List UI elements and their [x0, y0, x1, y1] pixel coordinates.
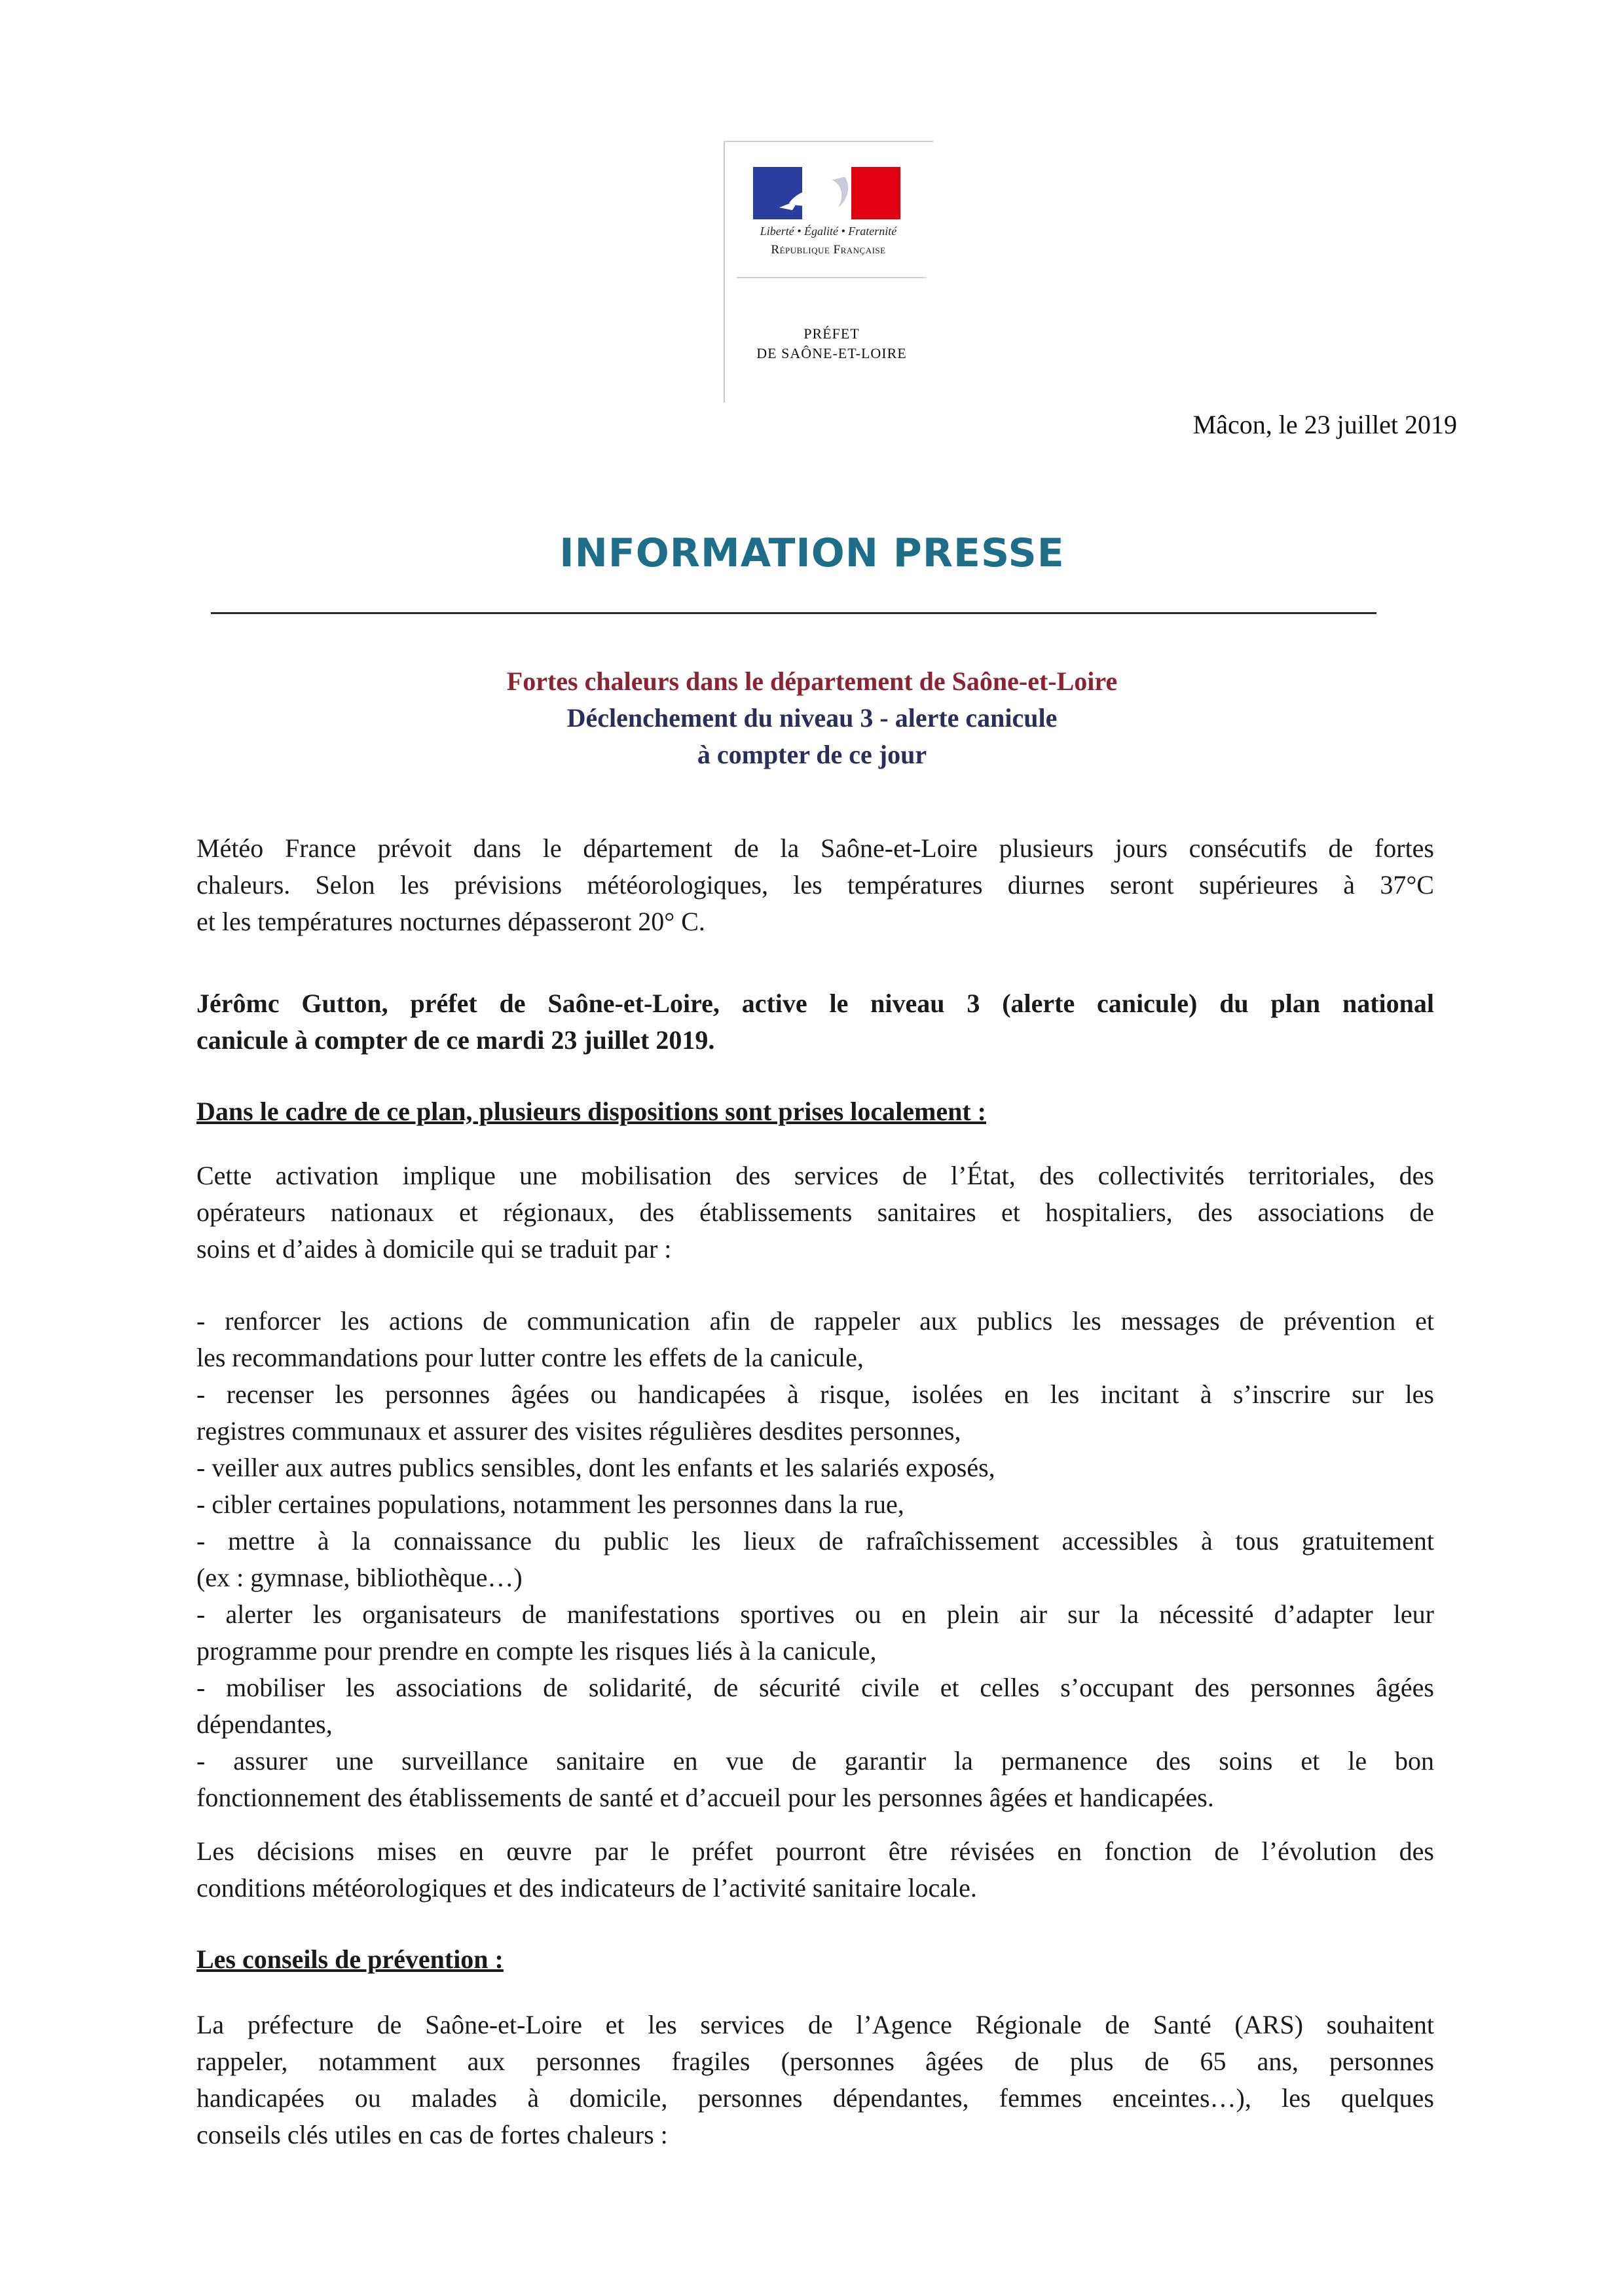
list-item: - assurer une surveillance sanitaire en vue de garantir la permanence des soins et le bon [196, 1746, 1434, 1776]
paragraph-line: Cette activation implique une mobilisation des services de l’État, des collectivités territoriales, des [196, 1161, 1434, 1190]
list-item: registres communaux et assurer des visites régulières desdites personnes, [196, 1416, 961, 1446]
prefecture-logo-block [724, 141, 936, 403]
prefet-label: PRÉFET [803, 325, 860, 342]
paragraph-line: Les décisions mises en œuvre par le préfet pourront être révisées en fonction de l’évolution des [196, 1836, 1434, 1866]
subtitle-line-1: Fortes chaleurs dans le département de Saône-et-Loire [506, 666, 1118, 696]
paragraph-line: et les températures nocturnes dépasseront 20° C. [196, 907, 705, 936]
paragraph-line: opérateurs nationaux et régionaux, des établissements sanitaires et hospitaliers, des associations de [196, 1197, 1434, 1227]
paragraph-line: La préfecture de Saône-et-Loire et les services de l’Agence Régionale de Santé (ARS) souhaitent [196, 2010, 1434, 2039]
paragraph-line: Jérômc Gutton, préfet de Saône-et-Loire, active le niveau 3 (alerte canicule) du plan national [196, 989, 1434, 1018]
list-item: - cibler certaines populations, notamment les personnes dans la rue, [196, 1489, 904, 1519]
list-item: - mobiliser les associations de solidarité, de sécurité civile et celles s’occupant des personnes âgées [196, 1673, 1434, 1702]
paragraph-line: Météo France prévoit dans le département de la Saône-et-Loire plusieurs jours consécutifs de fortes [196, 833, 1434, 863]
page-title: INFORMATION PRESSE [559, 530, 1065, 576]
measures-list [196, 1303, 1434, 1816]
list-item: (ex : gymnase, bibliothèque…) [196, 1563, 523, 1592]
paragraph-line: conditions météorologiques et des indicateurs de l’activité sanitaire locale. [196, 1873, 977, 1903]
section-heading-text: Les conseils de prévention : [196, 1944, 504, 1974]
announcement-paragraph [196, 985, 1434, 1059]
paragraph-line: chaleurs. Selon les prévisions météorologiques, les températures diurnes seront supérieures à 37°C [196, 870, 1434, 900]
prefet-department-label: DE SAÔNE-ET-LOIRE [756, 345, 907, 361]
subtitle-line-2: Déclenchement du niveau 3 - alerte canicule [566, 703, 1058, 733]
subtitle-line-3: à compter de ce jour [697, 740, 927, 769]
list-item: - renforcer les actions de communication afin de rappeler aux publics les messages de prévention et [196, 1306, 1434, 1336]
list-item: programme pour prendre en compte les risques liés à la canicule, [196, 1636, 877, 1666]
title-underline [211, 612, 1376, 614]
intro-paragraph [196, 830, 1434, 940]
list-item: - mettre à la connaissance du public les lieux de rafraîchissement accessibles à tous gratuitement [196, 1526, 1434, 1556]
section-heading-prevention [196, 1941, 1434, 1978]
list-item: - recenser les personnes âgées ou handicapées à risque, isolées en les incitant à s’inscrire sur les [196, 1379, 1434, 1409]
advice-intro-paragraph [196, 2007, 1434, 2153]
paragraph-line: canicule à compter de ce mardi 23 juillet 2019. [196, 1025, 715, 1055]
paragraph-line: handicapées ou malades à domicile, personnes dépendantes, femmes enceintes…), les quelques [196, 2083, 1434, 2113]
paragraph-line: soins et d’aides à domicile qui se traduit par : [196, 1234, 672, 1264]
republique-francaise-label: République Française [771, 243, 886, 257]
list-item: dépendantes, [196, 1709, 333, 1739]
list-item: - veiller aux autres publics sensibles, dont les enfants et les salariés exposés, [196, 1453, 995, 1482]
logo-top-rule [724, 141, 933, 142]
list-item: - alerter les organisateurs de manifestations sportives ou en plein air sur la nécessité d’adapter leur [196, 1599, 1434, 1629]
section-heading-dispositions [196, 1093, 1434, 1130]
list-item: les recommandations pour lutter contre les effets de la canicule, [196, 1343, 864, 1372]
marianne-flag-logo [753, 167, 900, 219]
list-item: fonctionnement des établissements de santé et d’accueil pour les personnes âgées et handicapées. [196, 1783, 1214, 1812]
logo-middle-rule [737, 277, 927, 278]
paragraph-line: conseils clés utiles en cas de fortes chaleurs : [196, 2120, 668, 2149]
republic-motto: Liberté • Égalité • Fraternité [760, 225, 897, 238]
logo-vertical-rule [724, 141, 725, 403]
section-heading-text: Dans le cadre de ce plan, plusieurs dispositions sont prises localement : [196, 1097, 986, 1126]
document-date: Mâcon, le 23 juillet 2019 [1192, 410, 1457, 439]
activation-paragraph [196, 1157, 1434, 1267]
paragraph-line: rappeler, notamment aux personnes fragiles (personnes âgées de plus de 65 ans, personnes [196, 2047, 1434, 2076]
decisions-paragraph [196, 1833, 1434, 1906]
